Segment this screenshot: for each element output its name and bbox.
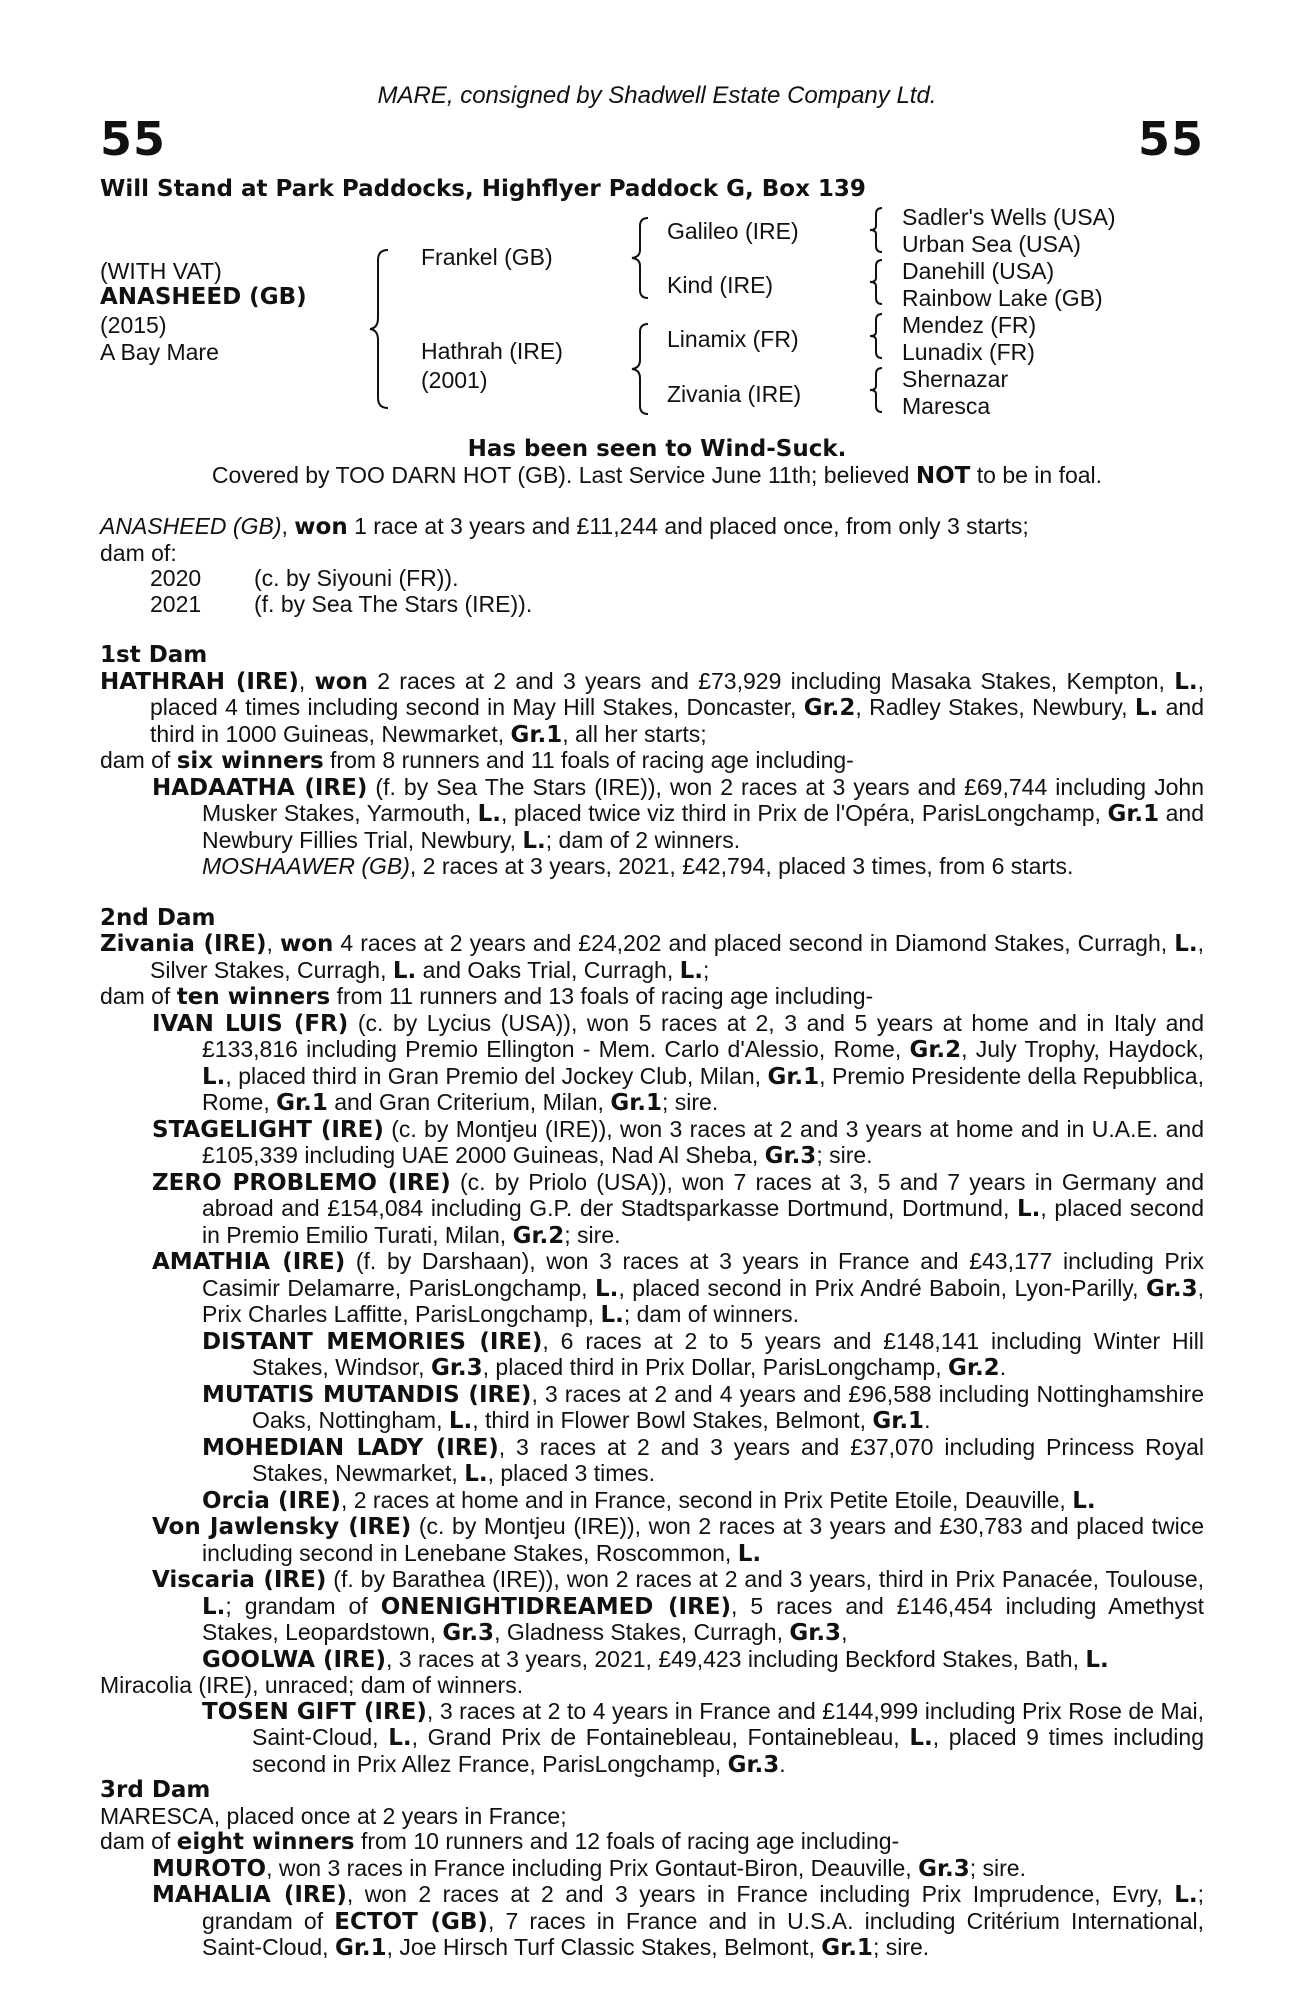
dam-year: (2001) xyxy=(421,367,488,393)
orcia-record: Orcia (IRE), 2 races at home and in France, second in Prix Petite Etoile, Deauville, L. xyxy=(202,1486,1096,1514)
mahalia-record: MAHALIA (IRE), won 2 races at 2 and 3 years in France including Prix Imprudence, Evry, L.; grandam of ECTOT (GB), 7 races in France and in U.S.A. including Critérium International, Saint-Cloud, Gr.1, Joe Hirsch Turf Classic Stakes, Belmont, Gr.1; sire. xyxy=(152,1881,1205,1961)
brace-g4 xyxy=(868,366,886,414)
tosen-gift-record: TOSEN GIFT (IRE), 3 races at 2 to 4 years in France and £144,999 including Prix Rose de Mai, Saint-Cloud, L., Grand Prix de Fontainebleau, Fontainebleau, L., placed 9 times including second in Prix Allez France, ParisLongchamp, Gr.3. xyxy=(202,1697,1204,1778)
muroto-record: MUROTO, won 3 races in France including Prix Gontaut-Biron, Deauville, Gr.3; sire. xyxy=(152,1854,1026,1882)
pedigree-brace-main xyxy=(368,248,392,410)
ancestor-g1: Sadler's Wells (USA) xyxy=(902,204,1116,230)
pedigree-brace-dam xyxy=(630,322,652,416)
viscaria-record: Viscaria (IRE) (f. by Barathea (IRE)), won 2 races at 2 and 3 years, third in Prix Panacée, Toulouse, L.; grandam of ONENIGHTIDREAMED (IRE), 5 races and £146,454 including Amethyst Stakes, Leopardstown, Gr.3, Gladness Stakes, Curragh, Gr.3, xyxy=(152,1566,1205,1646)
foal-2020: 2020 (c. by Siyouni (FR)). xyxy=(150,565,459,591)
wind-suck-note: Has been seen to Wind-Suck. xyxy=(467,436,847,462)
pedigree-brace-sire xyxy=(630,216,652,300)
first-dam-heading: 1st Dam xyxy=(100,642,208,668)
sire: Frankel (GB) xyxy=(421,244,553,270)
intro-paragraph: ANASHEED (GB), won 1 race at 3 years and £11,244 and placed once, from only 3 starts; xyxy=(100,513,1029,540)
horse-description: A Bay Mare xyxy=(100,339,219,365)
amathia-record: AMATHIA (IRE) (f. by Darshaan), won 3 races at 3 years in France and £43,177 including Prix Casimir Delamarre, ParisLongchamp, L., placed second in Prix André Baboin, Lyon-Parilly, Gr.3, Prix Charles Laffitte, ParisLongchamp, L.; dam of winners. xyxy=(152,1248,1205,1328)
stagelight-record: STAGELIGHT (IRE) (c. by Montjeu (IRE)), won 3 races at 2 and 3 years at home and in U.A.E. and £105,339 including UAE 2000 Guineas, Nad Al Sheba, Gr.3; sire. xyxy=(152,1115,1204,1169)
moshaawer-record: MOSHAAWER (GB), 2 races at 3 years, 2021, £42,794, placed 3 times, from 6 starts. xyxy=(202,853,1074,879)
ancestor-g4: Rainbow Lake (GB) xyxy=(902,285,1103,311)
brace-g2 xyxy=(868,258,886,306)
vat-label: (WITH VAT) xyxy=(100,258,222,284)
goolwa-record: GOOLWA (IRE), 3 races at 3 years, 2021, £49,423 including Beckford Stakes, Bath, L. xyxy=(202,1645,1109,1673)
von-jawlensky-record: Von Jawlensky (IRE) (c. by Montjeu (IRE)), won 2 races at 3 years and £30,783 and placed twice including second in Lenebane Stakes, Roscommon, L. xyxy=(152,1513,1204,1567)
race-record xyxy=(100,514,1204,1962)
ancestor-g7: Shernazar xyxy=(902,366,1009,392)
dam-dam: Zivania (IRE) xyxy=(667,381,802,407)
horse-name: ANASHEED (GB) xyxy=(100,284,307,310)
ancestor-g6: Lunadix (FR) xyxy=(902,339,1035,365)
horse-year: (2015) xyxy=(100,312,167,338)
second-dam-record: Zivania (IRE), won 4 races at 2 years and £24,202 and placed second in Diamond Stakes, Curragh, L., Silver Stakes, Curragh, L. and Oaks Trial, Curragh, L.; xyxy=(100,930,1204,984)
foal-2021: 2021 (f. by Sea The Stars (IRE)). xyxy=(150,590,533,617)
lot-number-right: 55 xyxy=(1137,112,1204,166)
first-dam-record: HATHRAH (IRE), won 2 races at 2 and 3 years and £73,929 including Masaka Stakes, Kempton, L., placed 4 times including second in May Hill Stakes, Doncaster, Gr.2, Radley Stakes, Newbury, L. and third in 1000 Guineas, Newmarket, Gr.1, all her starts; xyxy=(100,667,1204,748)
dam-sire: Linamix (FR) xyxy=(667,326,799,352)
first-dam-produce: dam of six winners from 8 runners and 11 foals of racing age including- xyxy=(100,747,854,774)
consignor-line: MARE, consigned by Shadwell Estate Company Ltd. xyxy=(377,82,937,109)
intro-dam-of: dam of: xyxy=(100,539,177,566)
sire-dam: Kind (IRE) xyxy=(667,272,774,298)
brace-g3 xyxy=(868,312,886,360)
mutatis-mutandis-record: MUTATIS MUTANDIS (IRE), 3 races at 2 and 4 years and £96,588 including Nottinghamshire Oaks, Nottingham, L., third in Flower Bowl Stakes, Belmont, Gr.1. xyxy=(202,1380,1205,1434)
ancestor-g8: Maresca xyxy=(902,393,991,419)
distant-memories-record: DISTANT MEMORIES (IRE), 6 races at 2 to 5 years and £148,141 including Winter Hill Stakes, Windsor, Gr.3, placed third in Prix Dollar, ParisLongchamp, Gr.2. xyxy=(202,1327,1204,1381)
covering-note: Covered by TOO DARN HOT (GB). Last Service June 11th; believed NOT to be in foal. xyxy=(211,462,1103,489)
hadaatha-record: HADAATHA (IRE) (f. by Sea The Stars (IRE)), won 2 races at 3 years and £69,744 including John Musker Stakes, Yarmouth, L., placed twice viz third in Prix de l'Opéra, ParisLongchamp, Gr.1 and Newbury Fillies Trial, Newbury, L.; dam of 2 winners. xyxy=(152,773,1205,854)
lot-number-left: 55 xyxy=(100,112,167,166)
dam: Hathrah (IRE) xyxy=(421,338,563,364)
ancestor-g2: Urban Sea (USA) xyxy=(902,231,1081,257)
brace-g1 xyxy=(868,206,886,254)
second-dam-heading: 2nd Dam xyxy=(100,904,216,931)
third-dam-produce: dam of eight winners from 10 runners and 12 foals of racing age including- xyxy=(100,1828,900,1855)
stand-location: Will Stand at Park Paddocks, Highflyer Paddock G, Box 139 xyxy=(100,176,866,202)
miracolia-record: Miracolia (IRE), unraced; dam of winners. xyxy=(100,1672,524,1698)
sire-sire: Galileo (IRE) xyxy=(667,218,799,244)
ivan-luis-record: IVAN LUIS (FR) (c. by Lycius (USA)), won 5 races at 2, 3 and 5 years at home and in Italy and £133,816 including Premio Ellington - Mem. Carlo d'Alessio, Rome, Gr.2, July Trophy, Haydock, L., placed third in Gran Premio del Jockey Club, Milan, Gr.1, Premio Presidente della Repubblica, Rome, Gr.1 and Gran Criterium, Milan, Gr.1; sire. xyxy=(152,1009,1204,1116)
ancestor-g3: Danehill (USA) xyxy=(902,258,1055,284)
third-dam-record: MARESCA, placed once at 2 years in France; xyxy=(100,1802,567,1829)
mohedian-lady-record: MOHEDIAN LADY (IRE), 3 races at 2 and 3 years and £37,070 including Princess Royal Stakes, Newmarket, L., placed 3 times. xyxy=(202,1433,1204,1487)
zero-problemo-record: ZERO PROBLEMO (IRE) (c. by Priolo (USA)), won 7 races at 3, 5 and 7 years in Germany and abroad and £154,084 including G.P. der Stadtsparkasse Dortmund, Dortmund, L., placed second in Premio Emilio Turati, Milan, Gr.2; sire. xyxy=(152,1168,1204,1249)
ancestor-g5: Mendez (FR) xyxy=(902,312,1037,338)
second-dam-produce: dam of ten winners from 11 runners and 13 foals of racing age including- xyxy=(100,983,874,1010)
third-dam-heading: 3rd Dam xyxy=(100,1777,211,1803)
